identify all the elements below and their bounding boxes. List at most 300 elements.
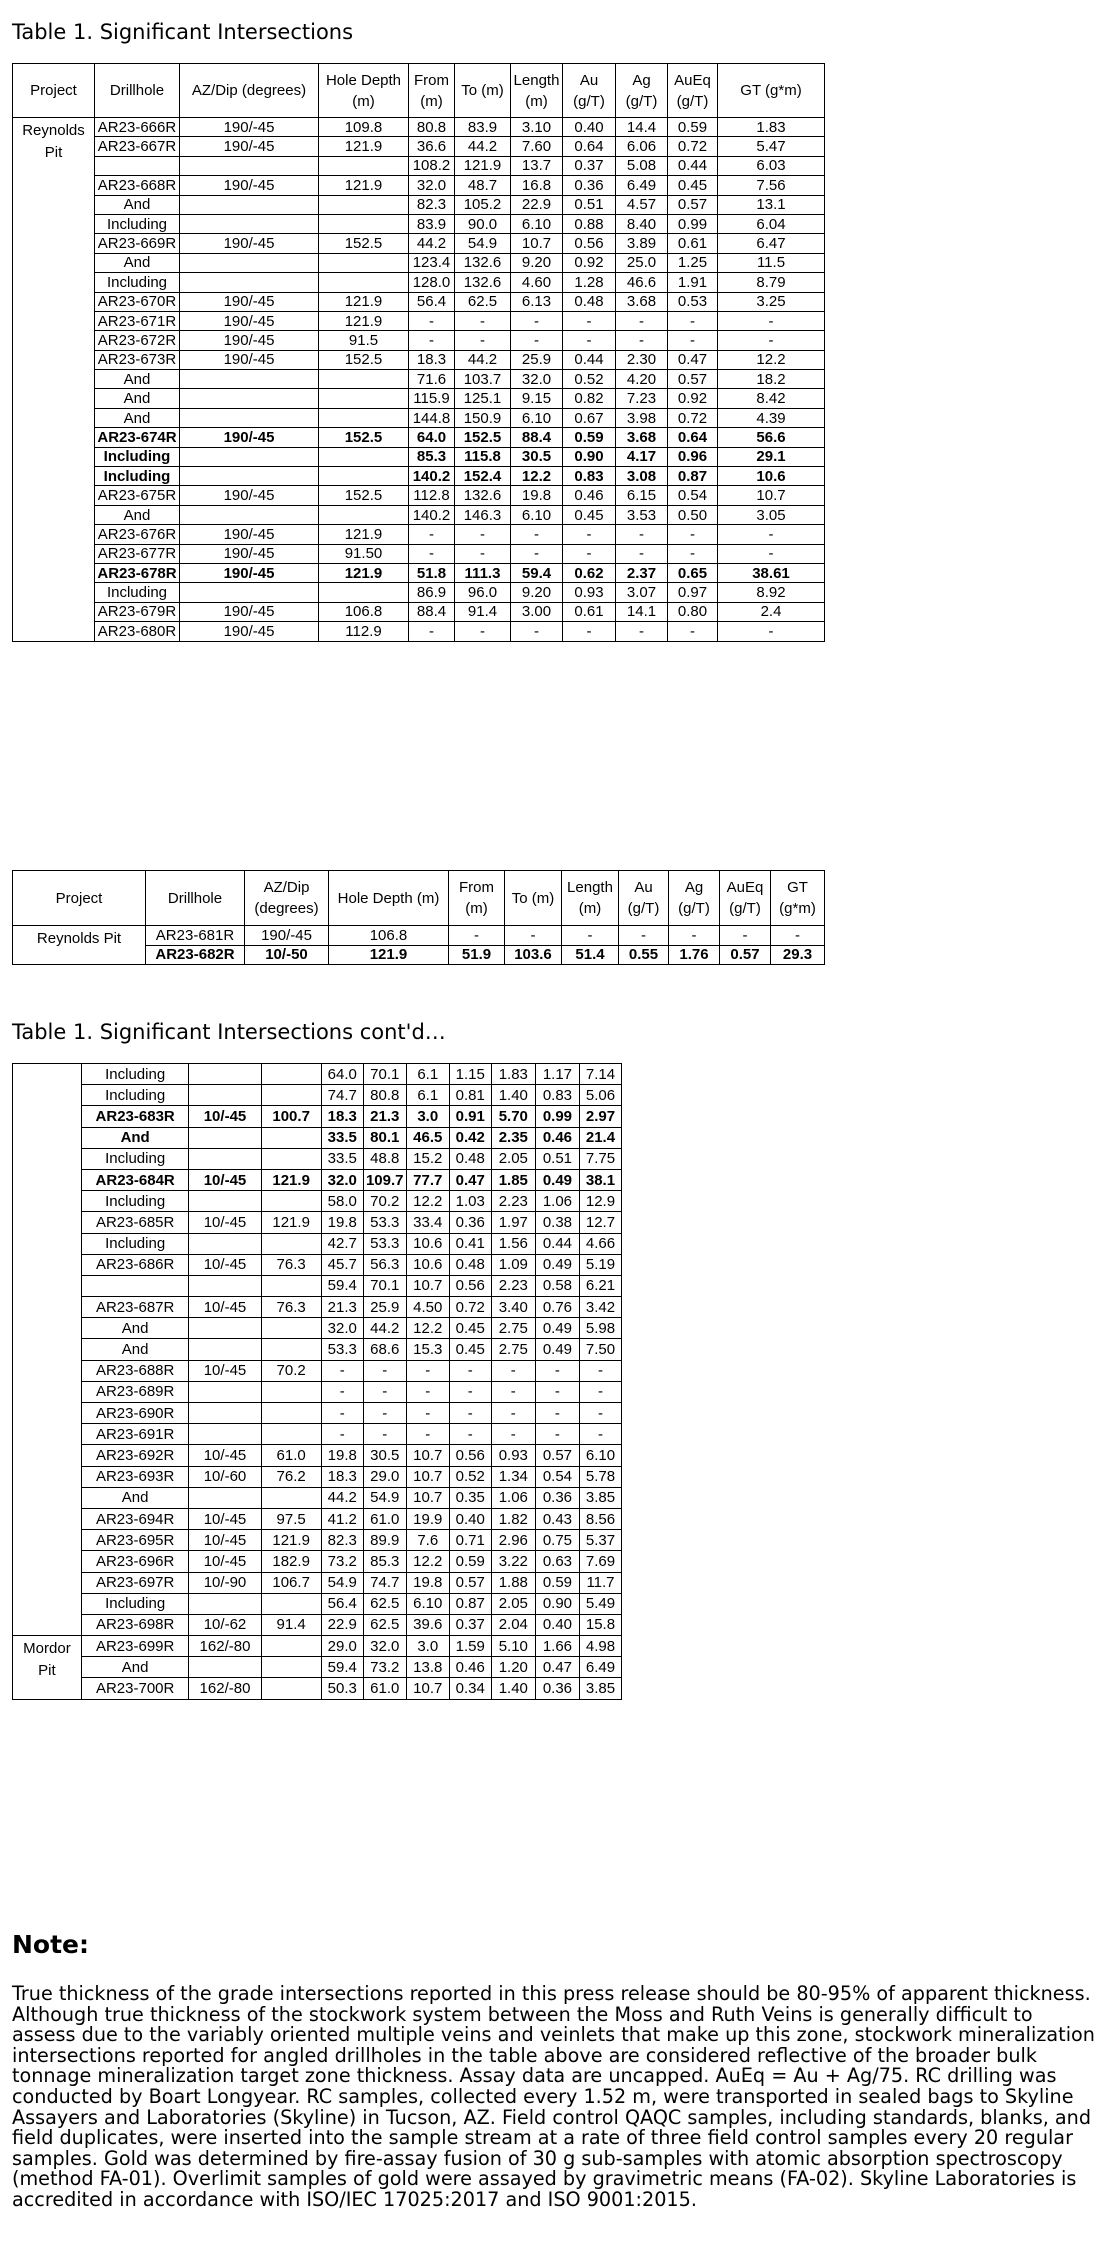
table-cell (189, 1381, 261, 1402)
table-cell (189, 1085, 261, 1106)
column-header: To (m) (455, 64, 511, 118)
table-cell: 0.53 (668, 292, 718, 311)
table-row (13, 1191, 622, 1212)
table-cell (189, 1275, 261, 1296)
table-cell: 190/-45 (180, 311, 319, 330)
table-cell: 5.37 (579, 1530, 621, 1551)
table-cell: 0.57 (535, 1445, 579, 1466)
table-cell: AR23-676R (95, 525, 180, 544)
table-cell: 1.09 (491, 1254, 535, 1275)
table-cell: - (409, 525, 455, 544)
table-cell: 0.92 (563, 253, 616, 272)
table-cell: 0.96 (668, 447, 718, 466)
table-cell: 29.0 (321, 1636, 363, 1657)
table-cell: 33.5 (321, 1127, 363, 1148)
table-row (13, 486, 825, 505)
table-cell (319, 370, 409, 389)
table-cell: 0.54 (535, 1466, 579, 1487)
table-cell: - (616, 544, 668, 563)
table-cell: 90.0 (455, 214, 511, 233)
table-cell: - (718, 622, 825, 641)
table-cell (180, 253, 319, 272)
column-header: AuEq (g/T) (668, 64, 718, 118)
table-cell: 70.1 (363, 1275, 406, 1296)
table-cell: AR23-687R (81, 1297, 189, 1318)
table-cell: 82.3 (321, 1530, 363, 1551)
table-cell: 0.59 (535, 1572, 579, 1593)
table-cell: 91.4 (261, 1614, 321, 1635)
table-cell: 3.08 (616, 467, 668, 486)
table-cell: 61.0 (261, 1445, 321, 1466)
table-cell: 106.7 (261, 1572, 321, 1593)
table-cell: - (406, 1381, 449, 1402)
table-cell: AR23-675R (95, 486, 180, 505)
table-cell: 0.45 (563, 505, 616, 524)
column-header: Drillhole (95, 64, 180, 118)
table-cell: - (535, 1381, 579, 1402)
table-cell: 6.1 (406, 1085, 449, 1106)
table-row (13, 1487, 622, 1508)
table-row (13, 505, 825, 524)
table-cell: AR23-683R (81, 1106, 189, 1127)
table-cell: 1.06 (491, 1487, 535, 1508)
table-cell: - (616, 525, 668, 544)
table-cell: - (409, 331, 455, 350)
table-cell: 10/-45 (189, 1106, 261, 1127)
table-cell: 0.99 (535, 1106, 579, 1127)
table-row (13, 195, 825, 214)
table-header-row (13, 871, 825, 926)
table-cell: 0.64 (563, 137, 616, 156)
table-cell: 190/-45 (180, 176, 319, 195)
table-cell: Including (95, 273, 180, 292)
table-cell: 12.9 (579, 1191, 621, 1212)
table-row (13, 1636, 622, 1657)
table-cell: 1.83 (718, 118, 825, 137)
table-cell: 50.3 (321, 1678, 363, 1699)
table-cell: 190/-45 (180, 602, 319, 621)
table-cell: 121.9 (261, 1212, 321, 1233)
table-cell: 0.57 (668, 370, 718, 389)
table-cell: - (579, 1360, 621, 1381)
table-cell: 115.8 (455, 447, 511, 466)
table-cell: 125.1 (455, 389, 511, 408)
table-cell (180, 214, 319, 233)
table-row (13, 176, 825, 195)
table-cell: 8.79 (718, 273, 825, 292)
table-cell: 0.91 (449, 1106, 491, 1127)
table-cell: 0.83 (563, 467, 616, 486)
table-cell: 0.82 (563, 389, 616, 408)
table-row (13, 447, 825, 466)
table-cell: 45.7 (321, 1254, 363, 1275)
table-cell: 4.17 (616, 447, 668, 466)
table-row (13, 1381, 622, 1402)
table-cell: 80.8 (363, 1085, 406, 1106)
table-cell: - (491, 1381, 535, 1402)
table-cell: - (535, 1424, 579, 1445)
table-cell (180, 195, 319, 214)
table-row (13, 1318, 622, 1339)
table-row (13, 1403, 622, 1424)
table-cell: 30.5 (511, 447, 563, 466)
table-cell (81, 1275, 189, 1296)
table-cell: 1.56 (491, 1233, 535, 1254)
table-cell: 0.45 (449, 1339, 491, 1360)
table-cell (189, 1487, 261, 1508)
table-cell: 103.6 (505, 945, 562, 965)
table-cell: 0.90 (535, 1593, 579, 1614)
table-cell: 7.60 (511, 137, 563, 156)
table-cell: 4.66 (579, 1233, 621, 1254)
table-row (13, 1424, 622, 1445)
table-cell: 32.0 (409, 176, 455, 195)
table-cell: 53.3 (321, 1339, 363, 1360)
table-cell: 68.6 (363, 1339, 406, 1360)
table-cell: 44.2 (363, 1318, 406, 1339)
table-cell: - (511, 525, 563, 544)
table-cell: AR23-681R (146, 926, 245, 946)
table-cell (180, 447, 319, 466)
table-cell (261, 1657, 321, 1678)
table-cell: 10.7 (406, 1487, 449, 1508)
table-cell: 56.6 (718, 428, 825, 447)
table-cell: - (449, 1381, 491, 1402)
table-cell: 1.40 (491, 1085, 535, 1106)
table-cell: 56.4 (321, 1593, 363, 1614)
table-cell: 25.9 (363, 1297, 406, 1318)
table-row (13, 214, 825, 233)
table-cell: 3.10 (511, 118, 563, 137)
table-cell (261, 1403, 321, 1424)
table-cell (261, 1487, 321, 1508)
table-cell: 4.60 (511, 273, 563, 292)
table-cell: 128.0 (409, 273, 455, 292)
table-cell: 115.9 (409, 389, 455, 408)
significant-intersections-table-continued-block (12, 870, 825, 965)
table-cell: 144.8 (409, 408, 455, 427)
table-cell: 0.97 (668, 583, 718, 602)
table-cell: 121.9 (319, 311, 409, 330)
table-cell: 121.9 (261, 1530, 321, 1551)
table-cell: 0.47 (668, 350, 718, 369)
table-cell: 32.0 (511, 370, 563, 389)
table-cell: 152.4 (455, 467, 511, 486)
table-cell: 3.07 (616, 583, 668, 602)
table-row (13, 1614, 622, 1635)
table-cell: 44.2 (321, 1487, 363, 1508)
table-cell: 6.13 (511, 292, 563, 311)
table-cell: AR23-698R (81, 1614, 189, 1635)
table-cell: AR23-678R (95, 563, 180, 582)
table-cell: And (95, 195, 180, 214)
table-cell: 0.71 (449, 1530, 491, 1551)
table-cell (189, 1339, 261, 1360)
table-cell: 0.87 (449, 1593, 491, 1614)
table-cell: 3.53 (616, 505, 668, 524)
table-cell: And (95, 253, 180, 272)
table-cell: AR23-667R (95, 137, 180, 156)
table-cell: AR23-684R (81, 1169, 189, 1190)
table-cell: 0.36 (563, 176, 616, 195)
table-cell: 6.49 (616, 176, 668, 195)
table-cell: 0.61 (563, 602, 616, 621)
table-cell: 2.30 (616, 350, 668, 369)
table-cell: 190/-45 (180, 292, 319, 311)
table-row (13, 137, 825, 156)
table-cell (180, 505, 319, 524)
table-cell: 0.83 (535, 1085, 579, 1106)
table-cell: 5.47 (718, 137, 825, 156)
table-row (13, 1445, 622, 1466)
table-cell: 0.42 (449, 1127, 491, 1148)
table-cell: 0.93 (491, 1445, 535, 1466)
table-cell: - (771, 926, 825, 946)
table-cell: 132.6 (455, 253, 511, 272)
table-row (13, 1466, 622, 1487)
significant-intersections-table (12, 63, 825, 642)
table-cell: 0.49 (535, 1169, 579, 1190)
table-cell: 5.19 (579, 1254, 621, 1275)
table-row (13, 389, 825, 408)
table-cell: - (449, 1403, 491, 1424)
table-cell: 76.3 (261, 1297, 321, 1318)
table-cell: 106.8 (319, 602, 409, 621)
table-cell (189, 1148, 261, 1169)
column-header: Project (13, 871, 146, 926)
table-cell: 11.5 (718, 253, 825, 272)
table-cell: - (491, 1403, 535, 1424)
table-cell: AR23-696R (81, 1551, 189, 1572)
table-cell: 10/-90 (189, 1572, 261, 1593)
column-header: AZ/Dip (degrees) (245, 871, 329, 926)
project-cell: Reynolds Pit (13, 118, 95, 642)
table-cell: 3.85 (579, 1678, 621, 1699)
table-cell: 0.99 (668, 214, 718, 233)
table-cell: 3.25 (718, 292, 825, 311)
table-cell: 53.3 (363, 1233, 406, 1254)
table-row (13, 544, 825, 563)
table-cell: AR23-690R (81, 1403, 189, 1424)
table-cell: 190/-45 (180, 350, 319, 369)
table-cell: 146.3 (455, 505, 511, 524)
table-cell: - (616, 311, 668, 330)
table-row (13, 253, 825, 272)
table-cell: 33.4 (406, 1212, 449, 1233)
table-cell: 0.44 (668, 156, 718, 175)
table-cell: 190/-45 (245, 926, 329, 946)
table-cell: 0.75 (535, 1530, 579, 1551)
table-cell: 7.69 (579, 1551, 621, 1572)
table-cell: 100.7 (261, 1106, 321, 1127)
table-cell: 3.00 (511, 602, 563, 621)
table-cell: 91.5 (319, 331, 409, 350)
table-cell: 21.3 (321, 1297, 363, 1318)
table-cell: 59.4 (321, 1657, 363, 1678)
table-cell: 10/-62 (189, 1614, 261, 1635)
table-cell: 190/-45 (180, 563, 319, 582)
table-cell: - (409, 311, 455, 330)
table-cell: AR23-680R (95, 622, 180, 641)
table-cell: Including (95, 447, 180, 466)
table-row (13, 1127, 622, 1148)
table-cell (261, 1424, 321, 1445)
table-cell: 6.06 (616, 137, 668, 156)
table-cell: - (491, 1360, 535, 1381)
table-cell: 80.1 (363, 1127, 406, 1148)
table-cell: 46.6 (616, 273, 668, 292)
table-cell: 1.15 (449, 1064, 491, 1085)
table-cell (189, 1127, 261, 1148)
table-cell: 0.36 (449, 1212, 491, 1233)
table-row (13, 1212, 622, 1233)
table-cell: 11.7 (579, 1572, 621, 1593)
table-cell: 73.2 (363, 1657, 406, 1678)
table-cell: - (363, 1360, 406, 1381)
table-cell: 6.49 (579, 1657, 621, 1678)
table-cell: 0.43 (535, 1508, 579, 1529)
table-cell: 0.47 (449, 1169, 491, 1190)
table-row (13, 331, 825, 350)
table-cell: 2.37 (616, 563, 668, 582)
table-cell: 0.88 (563, 214, 616, 233)
column-header: AuEq (g/T) (720, 871, 771, 926)
table-cell: 10/-45 (189, 1254, 261, 1275)
table-cell (261, 1593, 321, 1614)
table-cell: 59.4 (511, 563, 563, 582)
table-cell: 18.2 (718, 370, 825, 389)
table-cell: 10.7 (511, 234, 563, 253)
table-cell: 5.78 (579, 1466, 621, 1487)
table-cell: 0.62 (563, 563, 616, 582)
table-cell: 2.97 (579, 1106, 621, 1127)
table-cell: 18.3 (321, 1106, 363, 1127)
table-cell: 0.36 (535, 1678, 579, 1699)
column-header: GT (g*m) (771, 871, 825, 926)
table-cell: 71.6 (409, 370, 455, 389)
table-cell: AR23-673R (95, 350, 180, 369)
table-cell: 58.0 (321, 1191, 363, 1212)
table-cell: 32.0 (321, 1318, 363, 1339)
table-cell: - (563, 622, 616, 641)
table-cell: 0.37 (563, 156, 616, 175)
table-cell: 48.8 (363, 1148, 406, 1169)
table-cell: 70.2 (363, 1191, 406, 1212)
column-header: Drillhole (146, 871, 245, 926)
table-cell: 80.8 (409, 118, 455, 137)
table-cell: 30.5 (363, 1445, 406, 1466)
table-cell: 3.0 (406, 1106, 449, 1127)
table-cell: 2.96 (491, 1530, 535, 1551)
table-cell: 2.05 (491, 1148, 535, 1169)
table-cell (319, 467, 409, 486)
table-cell (261, 1381, 321, 1402)
table-cell: 2.04 (491, 1614, 535, 1635)
table-cell: 10/-45 (189, 1297, 261, 1318)
table-cell: AR23-677R (95, 544, 180, 563)
table-cell: - (563, 311, 616, 330)
table-cell (180, 583, 319, 602)
table-cell: 96.0 (455, 583, 511, 602)
table-cell: 97.5 (261, 1508, 321, 1529)
table-cell (261, 1191, 321, 1212)
table-cell: 61.0 (363, 1508, 406, 1529)
table-row (13, 311, 825, 330)
table-cell: 106.8 (329, 926, 449, 946)
table-cell: 121.9 (319, 292, 409, 311)
table-cell: 22.9 (511, 195, 563, 214)
table-cell: 0.40 (449, 1508, 491, 1529)
table-row (13, 273, 825, 292)
table-cell: 121.9 (261, 1169, 321, 1190)
table-cell: 5.08 (616, 156, 668, 175)
table-row (13, 1169, 622, 1190)
table-cell: 13.8 (406, 1657, 449, 1678)
table-cell: 8.40 (616, 214, 668, 233)
table-cell: 22.9 (321, 1614, 363, 1635)
table-cell (261, 1339, 321, 1360)
table-cell: 6.15 (616, 486, 668, 505)
table-cell: And (81, 1318, 189, 1339)
table-cell: 4.98 (579, 1636, 621, 1657)
column-header: AZ/Dip (degrees) (180, 64, 319, 118)
table-row (13, 1530, 622, 1551)
table-cell: 32.0 (363, 1636, 406, 1657)
table-cell (189, 1064, 261, 1085)
table-cell (319, 505, 409, 524)
table-cell: 29.0 (363, 1466, 406, 1487)
table-cell: 0.48 (449, 1148, 491, 1169)
table-cell: - (511, 622, 563, 641)
table-cell: 12.2 (511, 467, 563, 486)
table-cell: 1.17 (535, 1064, 579, 1085)
table-cell: 109.8 (319, 118, 409, 137)
table-cell: 2.23 (491, 1275, 535, 1296)
table-row (13, 926, 825, 946)
table-cell: 3.89 (616, 234, 668, 253)
table-cell: 4.20 (616, 370, 668, 389)
table-cell: 0.92 (668, 389, 718, 408)
table-cell: 15.2 (406, 1148, 449, 1169)
table-cell: 0.90 (563, 447, 616, 466)
table-cell: 73.2 (321, 1551, 363, 1572)
project-cell (13, 1064, 82, 1636)
table-cell: 0.64 (668, 428, 718, 447)
table-cell: - (535, 1403, 579, 1424)
table-cell: 8.92 (718, 583, 825, 602)
table-row (13, 1339, 622, 1360)
table-cell: AR23-668R (95, 176, 180, 195)
table-cell: 182.9 (261, 1551, 321, 1572)
project-cell: Reynolds Pit (13, 926, 146, 965)
table-row (13, 1148, 622, 1169)
table-cell: 10.7 (406, 1678, 449, 1699)
table-cell: 3.40 (491, 1297, 535, 1318)
table-cell: 132.6 (455, 486, 511, 505)
table-cell: 162/-80 (189, 1678, 261, 1699)
table-cell: Including (81, 1085, 189, 1106)
table-cell: 0.65 (668, 563, 718, 582)
table-cell: - (616, 331, 668, 350)
table-cell: 121.9 (319, 137, 409, 156)
table-cell: 62.5 (363, 1614, 406, 1635)
table-cell: - (579, 1381, 621, 1402)
table-cell (261, 1678, 321, 1699)
table-cell: 0.40 (563, 118, 616, 137)
table-cell: - (321, 1403, 363, 1424)
table-cell: 10/-45 (189, 1360, 261, 1381)
table-cell: 6.10 (579, 1445, 621, 1466)
